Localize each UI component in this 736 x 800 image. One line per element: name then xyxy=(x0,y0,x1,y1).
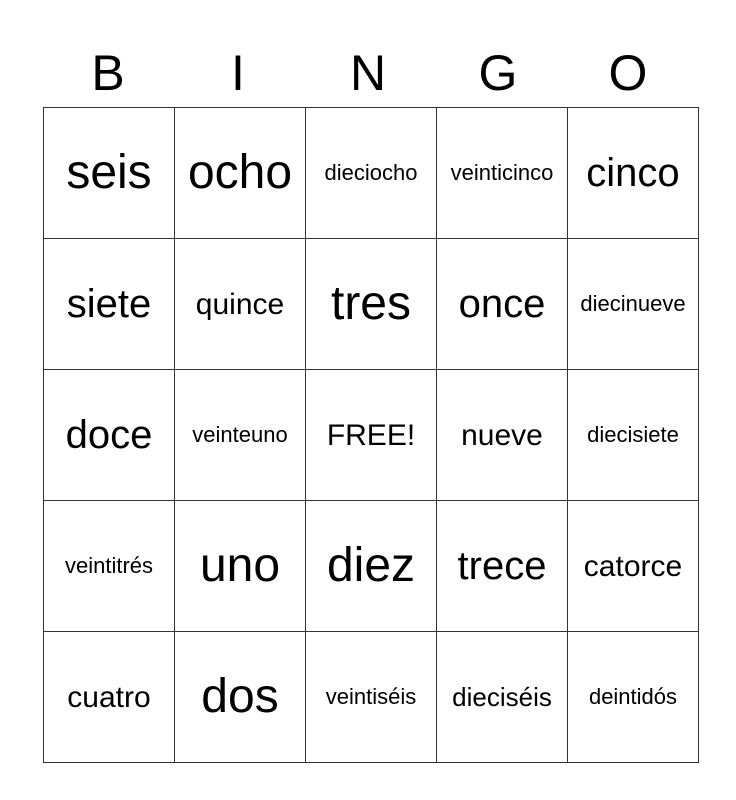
bingo-cell[interactable]: veinteuno xyxy=(175,370,306,501)
bingo-cell[interactable]: cinco xyxy=(568,108,699,239)
bingo-header xyxy=(43,40,693,106)
bingo-cell[interactable]: veintiséis xyxy=(306,632,437,763)
board-row xyxy=(44,501,699,632)
free-space-cell[interactable]: FREE! xyxy=(306,370,437,501)
board-row xyxy=(44,239,699,370)
bingo-cell[interactable]: quince xyxy=(175,239,306,370)
header-letter-n: N xyxy=(349,45,387,101)
bingo-cell[interactable]: cuatro xyxy=(44,632,175,763)
bingo-cell[interactable]: siete xyxy=(44,239,175,370)
board-row xyxy=(44,370,699,501)
bingo-cell[interactable]: uno xyxy=(175,501,306,632)
board-row xyxy=(44,108,699,239)
bingo-cell[interactable]: seis xyxy=(44,108,175,239)
bingo-cell[interactable]: nueve xyxy=(437,370,568,501)
bingo-cell[interactable]: doce xyxy=(44,370,175,501)
header-letter-i: I xyxy=(231,45,245,101)
bingo-board xyxy=(43,107,699,763)
bingo-cell[interactable]: ocho xyxy=(175,108,306,239)
bingo-cell[interactable]: once xyxy=(437,239,568,370)
bingo-cell[interactable]: tres xyxy=(306,239,437,370)
bingo-cell[interactable]: catorce xyxy=(568,501,699,632)
bingo-cell[interactable]: dieciocho xyxy=(306,108,437,239)
bingo-cell[interactable]: trece xyxy=(437,501,568,632)
header-letter-o: O xyxy=(608,45,648,101)
bingo-cell[interactable]: diecisiete xyxy=(568,370,699,501)
header-letter-b: B xyxy=(91,45,125,101)
bingo-cell[interactable]: diecinueve xyxy=(568,239,699,370)
bingo-cell[interactable]: dos xyxy=(175,632,306,763)
bingo-cell[interactable]: dieciséis xyxy=(437,632,568,763)
header-letter-g: G xyxy=(478,45,518,101)
bingo-cell[interactable]: deintidós xyxy=(568,632,699,763)
bingo-cell[interactable]: veintitrés xyxy=(44,501,175,632)
bingo-cell[interactable]: veinticinco xyxy=(437,108,568,239)
bingo-cell[interactable]: diez xyxy=(306,501,437,632)
board-row xyxy=(44,632,699,763)
